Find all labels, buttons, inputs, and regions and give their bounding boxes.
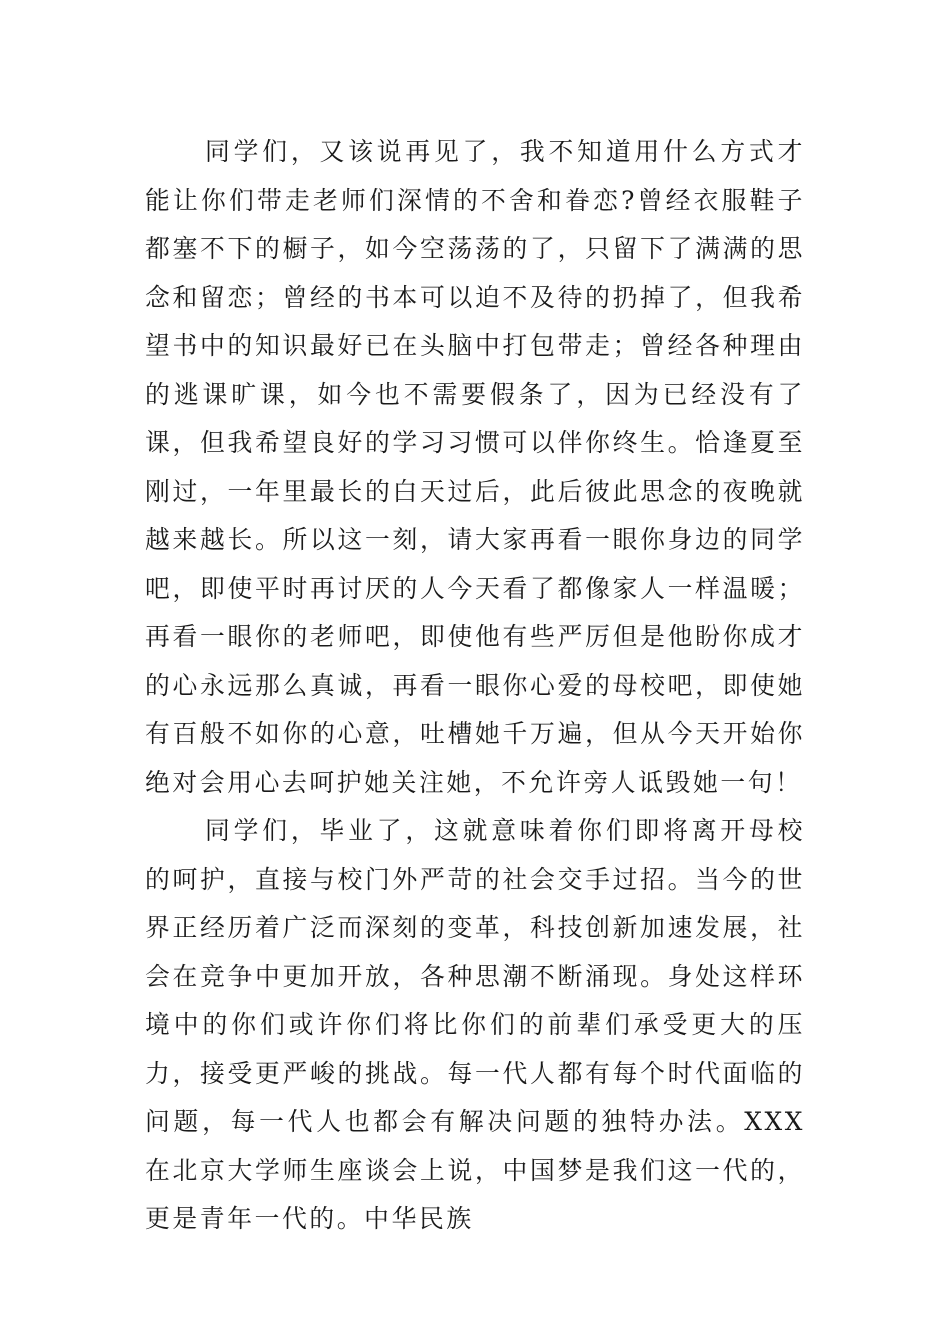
- document-body: [145, 128, 805, 1244]
- paragraph-graduation: 同学们，毕业了，这就意味着你们即将离开母校的呵护，直接与校门外严苛的社会交手过招。当今的世界正经历着广泛而深刻的变革，科技创新加速发展，社会在竞争中更加开放，各种思潮不断涌现。身处这样环境中的你们或许你们将比你们的前辈们承受更大的压力，接受更严峻的挑战。每一代人都有每个时代面临的问题，每一代人也都会有解决问题的独特办法。XXX 在北京大学师生座谈会上说，中国梦是我们这一代的，更是青年一代的。中华民族: [145, 816, 805, 1233]
- paragraph-farewell: 同学们，又该说再见了，我不知道用什么方式才能让你们带走老师们深情的不舍和眷恋?曾经衣服鞋子都塞不下的橱子，如今空荡荡的了，只留下了满满的思念和留恋；曾经的书本可以迫不及待的扔掉了，但我希望书中的知识最好已在头脑中打包带走；曾经各种理由的逃课旷课，如今也不需要假条了，因为已经没有了课，但我希望良好的学习习惯可以伴你终生。恰逢夏至刚过，一年里最长的白天过后，此后彼此思念的夜晚就越来越长。所以这一刻，请大家再看一眼你身边的同学吧，即使平时再讨厌的人今天看了都像家人一样温暖；再看一眼你的老师吧，即使他有些严厉但是他盼你成才的心永远那么真诚，再看一眼你心爱的母校吧，即使她有百般不如你的心意，吐槽她千万遍，但从今天开始你绝对会用心去呵护她关注她，不允许旁人诋毁她一句！: [145, 137, 805, 797]
